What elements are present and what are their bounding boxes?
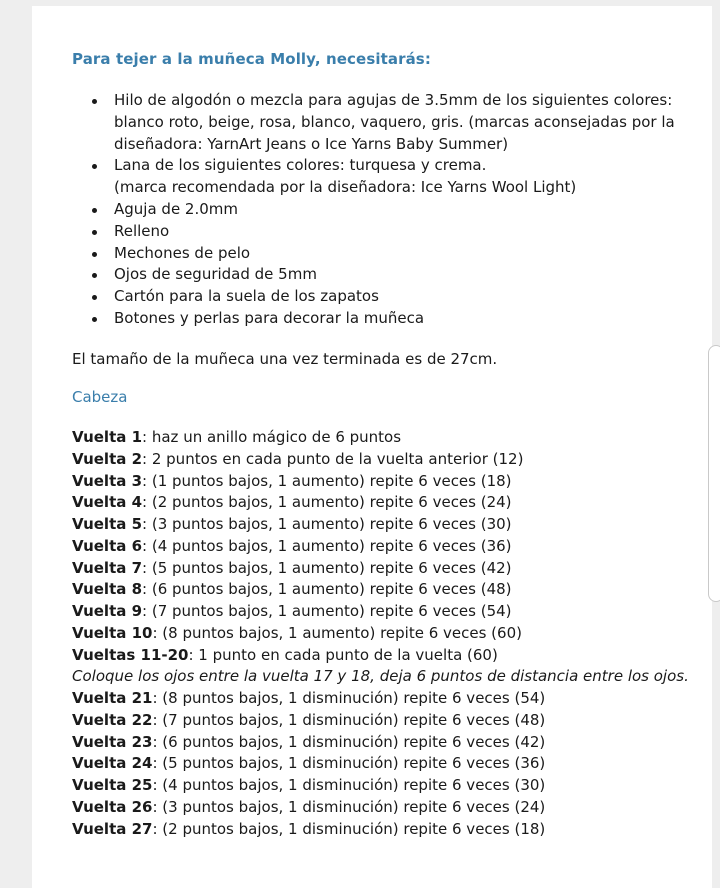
list-item	[114, 221, 694, 243]
round-label: Vuelta 1	[72, 428, 143, 446]
list-item	[114, 286, 694, 308]
round-text: : (6 puntos bajos, 1 disminución) repite 6 veces (42)	[152, 732, 546, 751]
list-item-line: blanco roto, beige, rosa, blanco, vaquero, gris. (marcas aconsejadas por la	[114, 112, 675, 131]
list-item-line: Botones y perlas para decorar la muñeca	[114, 308, 425, 327]
round-text: : (6 puntos bajos, 1 aumento) repite 6 veces (48)	[142, 580, 512, 599]
list-item-line: Aguja de 2.0mm	[114, 199, 239, 218]
round-label: Vuelta 23	[72, 732, 153, 751]
round-row	[72, 645, 712, 667]
list-item	[114, 264, 694, 286]
round-text: : 1 punto en cada punto de la vuelta (60)	[188, 645, 498, 664]
round-label: Vuelta 25	[72, 776, 153, 794]
round-text: : (3 puntos bajos, 1 aumento) repite 6 veces (30)	[142, 515, 512, 533]
round-label: Vuelta 4	[72, 493, 143, 512]
round-label: Vuelta 10	[72, 623, 153, 642]
round-text: : (2 puntos bajos, 1 disminución) repite 6 veces (18)	[152, 819, 546, 838]
round-text: : 2 puntos en cada punto de la vuelta anterior (12)	[142, 449, 524, 468]
round-text: : (2 puntos bajos, 1 aumento) repite 6 veces (24)	[142, 493, 512, 512]
round-row	[72, 819, 712, 841]
list-item-line: Ojos de seguridad de 5mm	[114, 265, 317, 284]
round-text: : (7 puntos bajos, 1 aumento) repite 6 veces (54)	[142, 602, 512, 620]
round-row	[72, 688, 712, 710]
round-label: Vuelta 24	[72, 754, 153, 773]
list-item	[114, 308, 694, 330]
round-row	[72, 427, 712, 449]
round-label: Vuelta 3	[72, 471, 143, 490]
round-row	[72, 579, 712, 601]
round-row	[72, 710, 712, 732]
round-text: : (5 puntos bajos, 1 aumento) repite 6 veces (42)	[142, 558, 512, 577]
round-label: Vuelta 8	[72, 580, 143, 599]
round-text: : (3 puntos bajos, 1 disminución) repite 6 veces (24)	[152, 797, 546, 816]
document-page	[32, 6, 712, 888]
list-item-line: diseñadora: YarnArt Jeans o Ice Yarns Baby Summer)	[114, 134, 509, 153]
list-item-line: Cartón para la suela de los zapatos	[114, 287, 379, 306]
round-row	[72, 601, 712, 623]
round-row	[72, 775, 712, 797]
round-label: Vuelta 7	[72, 558, 143, 577]
list-item-line: (marca recomendada por la diseñadora: Ice Yarns Wool Light)	[114, 178, 577, 197]
round-text: : (5 puntos bajos, 1 disminución) repite 6 veces (36)	[152, 754, 546, 773]
eyes-note: Coloque los ojos entre la vuelta 17 y 18, deja 6 puntos de distancia entre los ojos.	[72, 667, 689, 686]
round-text: : (1 puntos bajos, 1 aumento) repite 6 veces (18)	[142, 471, 512, 490]
round-row	[72, 623, 712, 645]
list-item	[114, 155, 694, 199]
round-row	[72, 536, 712, 558]
round-label: Vuelta 26	[72, 797, 153, 816]
round-row	[72, 797, 712, 819]
list-item-line: Relleno	[114, 221, 170, 240]
round-label: Vuelta 5	[72, 515, 143, 533]
list-item-line: Mechones de pelo	[114, 243, 251, 262]
round-label: Vuelta 6	[72, 536, 143, 555]
materials-heading: Para tejer a la muñeca Molly, necesitarás:	[72, 50, 431, 68]
scroll-handle[interactable]	[708, 345, 720, 602]
materials-list	[72, 90, 694, 330]
list-item	[114, 90, 694, 155]
round-row	[72, 558, 712, 580]
round-text: : (8 puntos bajos, 1 disminución) repite 6 veces (54)	[152, 689, 546, 707]
round-text: : haz un anillo mágico de 6 puntos	[142, 428, 402, 446]
section-title-head: Cabeza	[72, 388, 128, 406]
round-label: Vuelta 2	[72, 449, 143, 468]
list-item	[114, 243, 694, 265]
size-text: El tamaño de la muñeca una vez terminada es de 27cm.	[72, 350, 498, 368]
round-label: Vueltas 11-20	[72, 645, 189, 664]
round-text: : (7 puntos bajos, 1 disminución) repite 6 veces (48)	[152, 710, 546, 729]
round-label: Vuelta 9	[72, 602, 143, 620]
list-item	[114, 199, 694, 221]
round-label: Vuelta 27	[72, 819, 153, 838]
round-row	[72, 753, 712, 775]
list-item-line: Lana de los siguientes colores: turquesa y crema.	[114, 156, 487, 175]
round-row	[72, 471, 712, 493]
round-text: : (4 puntos bajos, 1 aumento) repite 6 veces (36)	[142, 536, 512, 555]
pattern-rounds	[72, 427, 712, 840]
round-text: : (8 puntos bajos, 1 aumento) repite 6 veces (60)	[152, 623, 522, 642]
round-label: Vuelta 21	[72, 689, 153, 707]
list-item-line: Hilo de algodón o mezcla para agujas de 3.5mm de los siguientes colores:	[114, 91, 673, 109]
round-row	[72, 449, 712, 471]
round-row	[72, 514, 712, 536]
round-text: : (4 puntos bajos, 1 disminución) repite 6 veces (30)	[152, 776, 546, 794]
round-label: Vuelta 22	[72, 710, 153, 729]
round-row	[72, 732, 712, 754]
round-row	[72, 492, 712, 514]
